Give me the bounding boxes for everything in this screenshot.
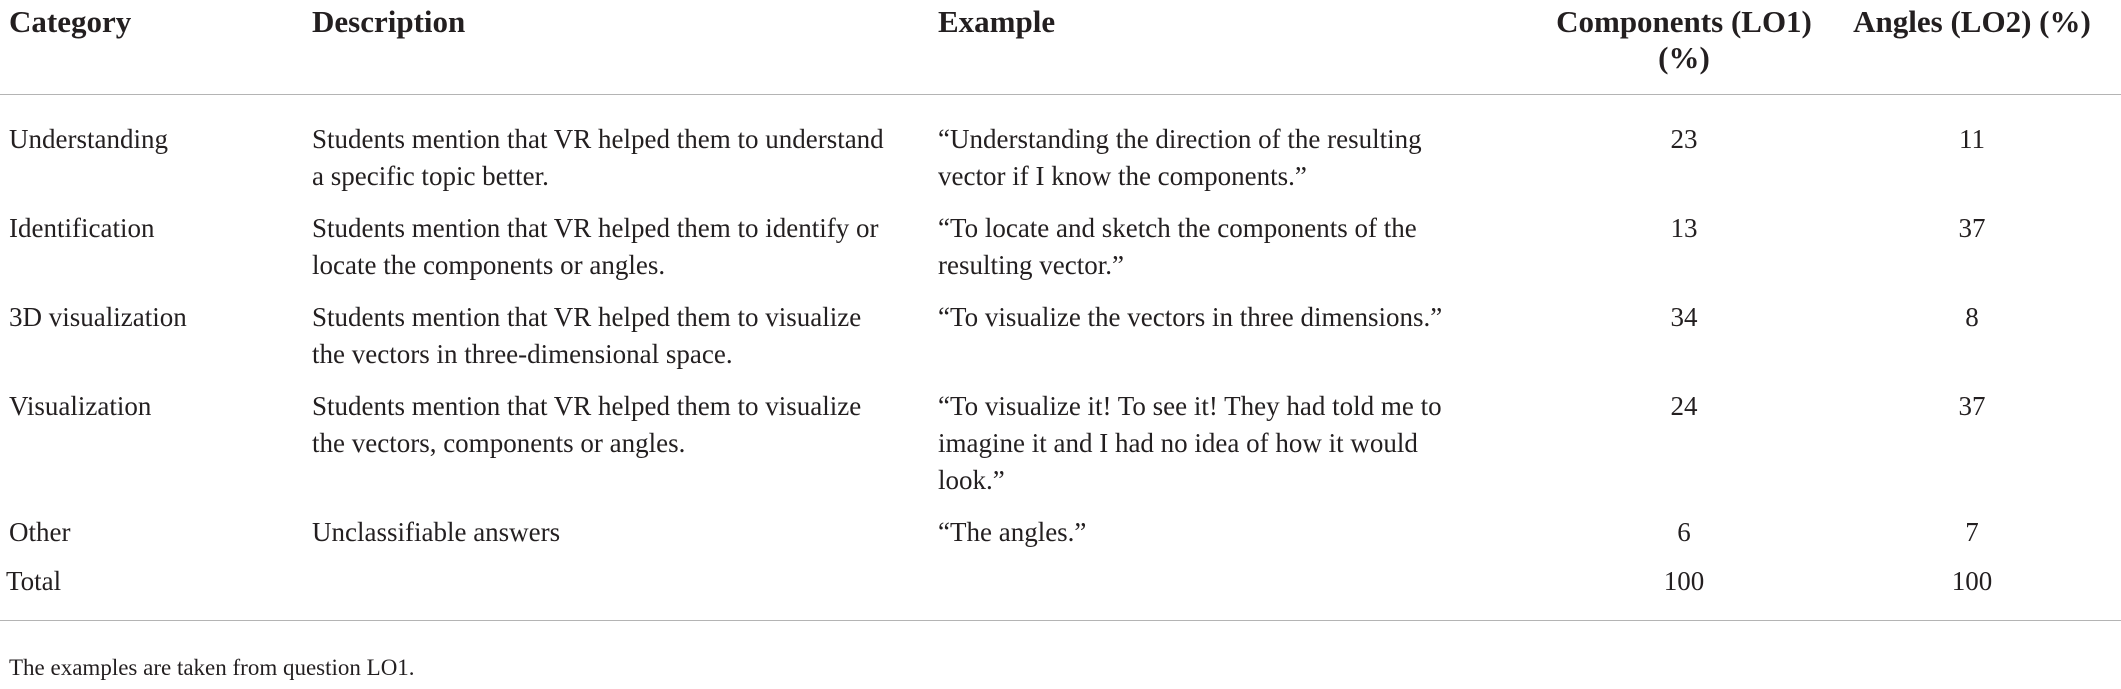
- total-description-empty: [312, 551, 938, 621]
- row-category: Visualization: [9, 391, 152, 421]
- table-row: [0, 284, 2121, 373]
- total-example-empty: [938, 551, 1545, 621]
- table-row: [0, 373, 2121, 499]
- header-category: Category: [0, 0, 312, 95]
- row-example: “To locate and sketch the components of the resulting vector.”: [938, 213, 1417, 280]
- row-description: Students mention that VR helped them to identify or locate the components or angles.: [312, 213, 879, 280]
- row-category: 3D visualization: [9, 302, 187, 332]
- row-angles: 37: [1958, 213, 1986, 243]
- total-angles: 100: [1823, 551, 2121, 621]
- header-example: Example: [938, 0, 1545, 95]
- row-description: Students mention that VR helped them to visualize the vectors in three-dimensional space.: [312, 302, 862, 369]
- table-footnote: The examples are taken from question LO1.: [9, 655, 415, 680]
- row-example: “To visualize it! To see it! They had told me to imagine it and I had no idea of how it would look.”: [938, 391, 1442, 495]
- row-description: Students mention that VR helped them to understand a specific topic better.: [312, 124, 884, 191]
- row-category: Understanding: [9, 124, 168, 154]
- row-angles: 8: [1965, 302, 1979, 332]
- header-description: Description: [312, 0, 938, 95]
- row-components: 24: [1670, 391, 1698, 421]
- row-components: 6: [1677, 517, 1691, 547]
- header-components: Components (LO1) (%): [1545, 0, 1823, 95]
- row-category: Other: [9, 517, 71, 547]
- row-angles: 11: [1959, 124, 1985, 154]
- row-example: “Understanding the direction of the resulting vector if I know the components.”: [938, 124, 1422, 191]
- table-body: [0, 95, 2121, 621]
- row-components: 34: [1670, 302, 1698, 332]
- row-angles: 7: [1965, 517, 1979, 547]
- row-components: 23: [1670, 124, 1698, 154]
- table-header: [0, 0, 2121, 95]
- header-angles: Angles (LO2) (%): [1823, 0, 2121, 95]
- row-category: Identification: [9, 213, 155, 243]
- table-row: [0, 95, 2121, 196]
- total-row: [0, 551, 2121, 621]
- total-label: Total: [0, 551, 312, 621]
- row-example: “The angles.”: [938, 517, 1087, 547]
- row-description: Students mention that VR helped them to visualize the vectors, components or angles.: [312, 391, 862, 458]
- row-angles: 37: [1958, 391, 1986, 421]
- table-row: [0, 195, 2121, 284]
- row-description: Unclassifiable answers: [312, 517, 561, 547]
- header-row: [0, 0, 2121, 95]
- table-row: [0, 499, 2121, 551]
- row-example: “To visualize the vectors in three dimensions.”: [938, 302, 1443, 332]
- total-components: 100: [1545, 551, 1823, 621]
- row-components: 13: [1670, 213, 1698, 243]
